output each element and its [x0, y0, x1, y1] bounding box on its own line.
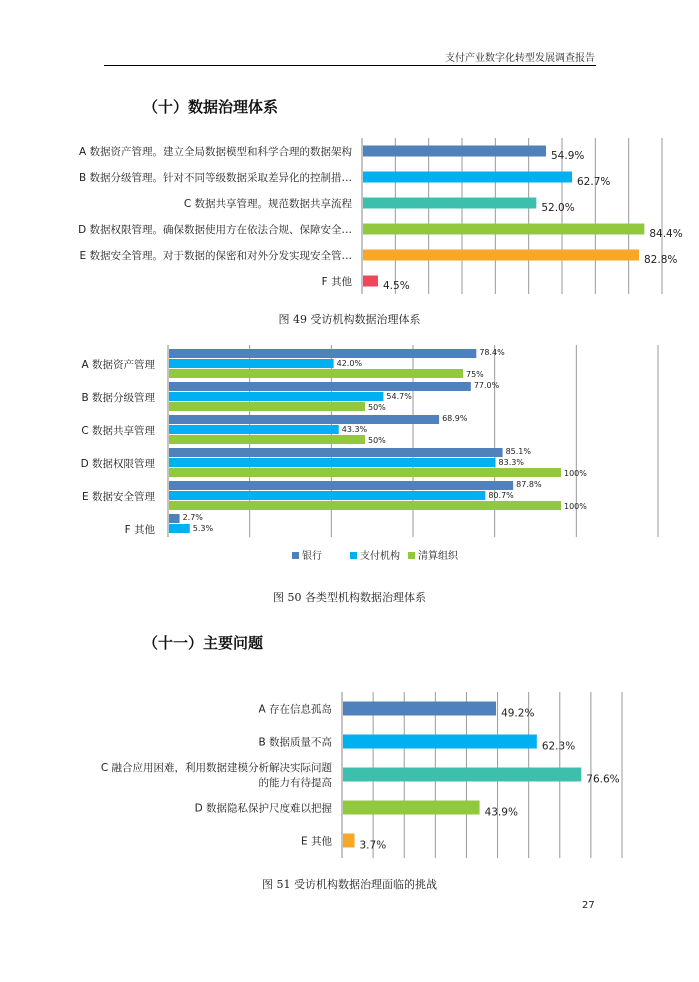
- fig50-bar: [169, 415, 439, 424]
- fig50-category-label: A 数据资产管理: [81, 359, 155, 371]
- fig49-category-label: E 数据安全管理。对于数据的保密和对外分发实现安全管…: [79, 250, 352, 262]
- fig51-value-label: 49.2%: [501, 707, 535, 720]
- fig50-bar: [169, 514, 180, 523]
- fig51-bar: [343, 801, 480, 815]
- fig50-bar: [169, 481, 513, 490]
- fig50-value-label: 43.3%: [341, 425, 368, 434]
- fig50-bar: [169, 382, 471, 391]
- fig50-category-label: D 数据权限管理: [80, 458, 155, 470]
- fig50-bar: [169, 501, 561, 510]
- fig50-value-label: 2.7%: [182, 513, 203, 522]
- fig50-value-label: 5.3%: [192, 524, 214, 533]
- fig50-value-label: 83.3%: [498, 458, 524, 467]
- fig51-value-label: 3.7%: [359, 839, 387, 852]
- section-heading-main-problems: （十一）主要问题: [143, 634, 264, 652]
- fig50-legend-swatch: [350, 552, 357, 559]
- page-number: 27: [582, 900, 595, 911]
- fig49-bar: [363, 224, 644, 235]
- fig51-category-label: B 数据质量不高: [258, 736, 332, 749]
- section-heading-data-governance: （十）数据治理体系: [143, 98, 279, 116]
- fig49-bar: [363, 250, 639, 261]
- fig50-legend-label: 清算组织: [418, 551, 458, 562]
- report-header-title: 支付产业数字化转型发展调查报告: [445, 53, 595, 64]
- fig51-category-label: D 数据隐私保护尺度难以把握: [194, 802, 332, 815]
- fig51-bar: [343, 702, 496, 716]
- fig51-value-label: 62.3%: [541, 740, 576, 753]
- fig50-value-label: 80.7%: [488, 491, 514, 500]
- fig51-category-label: C 融合应用困难，利用数据建模分析解决实际问题: [100, 762, 332, 774]
- fig51-value-label: 43.9%: [484, 806, 518, 819]
- fig49-category-label: F 其他: [321, 276, 352, 288]
- fig50-bar: [169, 402, 365, 411]
- fig50-value-label: 68.9%: [442, 414, 468, 423]
- fig51-category-label: E 其他: [301, 835, 332, 848]
- fig50-bar: [169, 359, 334, 368]
- fig49-bar: [363, 172, 572, 183]
- fig50-bar: [169, 425, 339, 434]
- fig50-bar: [169, 349, 476, 358]
- chart-fig50: [0, 340, 699, 570]
- fig49-value-label: 4.5%: [383, 280, 410, 292]
- fig50-value-label: 85.1%: [505, 447, 532, 456]
- fig50-category-label: E 数据安全管理: [82, 491, 155, 503]
- chart-fig51: [0, 688, 699, 863]
- fig50-bar: [169, 468, 561, 477]
- fig50-bar: [169, 392, 383, 401]
- fig51-category-label: 的能力有待提高: [258, 777, 332, 789]
- caption-fig49: 图 49 受访机构数据治理体系: [278, 313, 421, 326]
- fig50-value-label: 75%: [466, 370, 484, 379]
- fig50-bar: [169, 458, 496, 467]
- fig49-category-label: A 数据资产管理。建立全局数据模型和科学合理的数据架构: [78, 146, 352, 158]
- fig50-category-label: C 数据共享管理: [81, 425, 155, 437]
- fig51-category-label: A 存在信息孤岛: [258, 703, 332, 716]
- fig50-category-label: B 数据分级管理: [81, 392, 155, 404]
- fig49-category-label: C 数据共享管理。规范数据共享流程: [183, 198, 352, 210]
- chart-fig49: [0, 130, 699, 300]
- fig50-legend-label: 银行: [302, 551, 322, 562]
- fig51-value-label: 76.6%: [586, 773, 620, 786]
- fig49-bar: [363, 146, 546, 157]
- fig49-bar: [363, 198, 536, 209]
- fig49-bar: [363, 276, 378, 287]
- caption-fig50: 图 50 各类型机构数据治理体系: [273, 591, 426, 604]
- fig50-bar: [169, 369, 463, 378]
- fig49-value-label: 52.0%: [541, 202, 575, 214]
- fig50-value-label: 100%: [564, 469, 587, 478]
- caption-fig51: 图 51 受访机构数据治理面临的挑战: [262, 878, 437, 891]
- fig50-value-label: 78.4%: [479, 348, 505, 357]
- fig49-value-label: 82.8%: [644, 254, 678, 266]
- fig50-legend-swatch: [408, 552, 415, 559]
- fig50-value-label: 50%: [368, 436, 386, 445]
- fig51-bar: [343, 735, 537, 749]
- fig50-bar: [169, 491, 485, 500]
- fig51-bar: [343, 768, 581, 782]
- fig49-category-label: B 数据分级管理。针对不同等级数据采取差异化的控制措…: [78, 172, 352, 184]
- fig50-legend-swatch: [292, 552, 299, 559]
- fig50-bar: [169, 435, 365, 444]
- fig50-value-label: 54.7%: [386, 392, 412, 401]
- fig50-value-label: 42.0%: [336, 359, 363, 368]
- header-rule: [104, 65, 596, 66]
- fig50-bar: [169, 448, 503, 457]
- fig49-value-label: 54.9%: [551, 150, 585, 162]
- fig49-value-label: 84.4%: [649, 228, 683, 240]
- fig50-bar: [169, 524, 190, 533]
- fig51-bar: [343, 834, 355, 848]
- fig50-value-label: 77.0%: [473, 381, 500, 390]
- fig50-category-label: F 其他: [124, 524, 155, 536]
- fig50-value-label: 50%: [368, 403, 386, 412]
- fig49-value-label: 62.7%: [577, 176, 611, 188]
- fig50-value-label: 100%: [564, 502, 587, 511]
- fig50-value-label: 87.8%: [516, 480, 542, 489]
- fig49-category-label: D 数据权限管理。确保数据使用方在依法合规、保障安全…: [78, 224, 352, 236]
- fig50-legend-label: 支付机构: [360, 551, 400, 562]
